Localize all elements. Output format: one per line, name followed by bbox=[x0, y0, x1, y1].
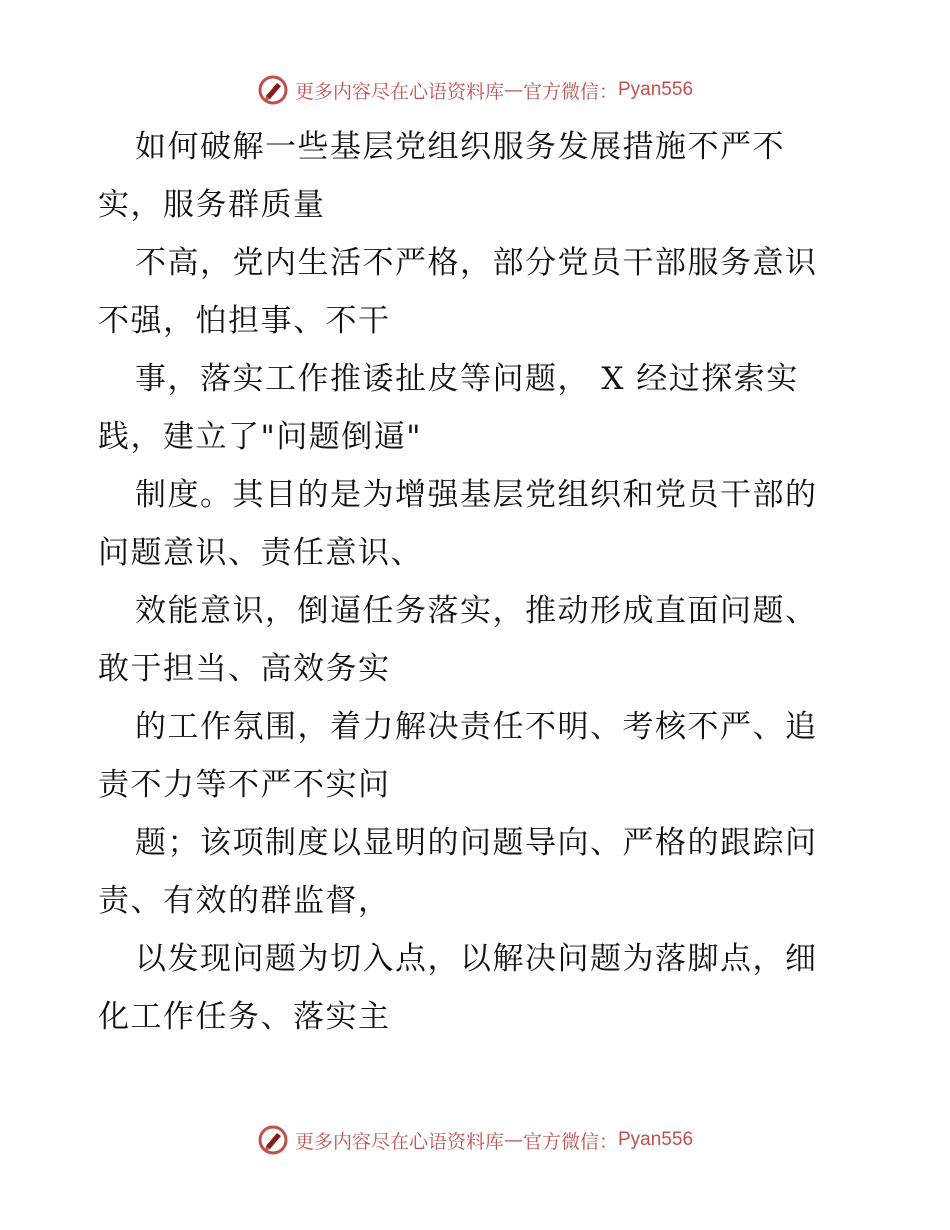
footer-wechat-label: 官方微信： bbox=[522, 1130, 618, 1153]
body-line: 实，服务群质量 bbox=[98, 187, 326, 223]
body-line: 问题意识、责任意识、 bbox=[98, 535, 423, 571]
body-line: 责、有效的群监督， bbox=[98, 883, 391, 919]
header-banner bbox=[0, 70, 950, 110]
document-body bbox=[98, 118, 858, 1046]
body-line: 不强，怕担事、不干 bbox=[98, 303, 391, 339]
body-line: 事，落实工作推诿扯皮等问题， X 经过探索实 bbox=[135, 361, 799, 397]
footer-site-text: 更多内容尽在心语资料库 bbox=[294, 1130, 504, 1153]
body-line: 的工作氛围，着力解决责任不明、考核不严、追 bbox=[135, 709, 818, 745]
body-line: 化工作任务、落实主 bbox=[98, 999, 391, 1035]
header-wechat-id: Pyan556 bbox=[618, 79, 694, 100]
footer-separator: — bbox=[503, 1129, 523, 1151]
body-line: 敢于担当、高效务实 bbox=[98, 651, 391, 687]
body-line: 题；该项制度以显明的问题导向、严格的跟踪问 bbox=[135, 825, 818, 861]
header-site-text: 更多内容尽在心语资料库 bbox=[294, 80, 504, 103]
footer-wechat-id: Pyan556 bbox=[618, 1129, 694, 1150]
pen-logo-icon bbox=[257, 74, 289, 106]
body-line: 制度。其目的是为增强基层党组织和党员干部的 bbox=[135, 477, 818, 513]
header-wechat-label: 官方微信： bbox=[522, 80, 618, 103]
body-line: 不高，党内生活不严格，部分党员干部服务意识 bbox=[135, 245, 818, 281]
pen-logo-icon bbox=[257, 1124, 289, 1156]
body-line: 践，建立了"问题倒逼" bbox=[98, 419, 423, 455]
body-line: 以发现问题为切入点，以解决问题为落脚点，细 bbox=[135, 941, 818, 977]
header-separator: — bbox=[503, 79, 523, 101]
body-line: 效能意识，倒逼任务落实，推动形成直面问题、 bbox=[135, 593, 818, 629]
footer-banner bbox=[0, 1120, 950, 1160]
body-line: 责不力等不严不实问 bbox=[98, 767, 391, 803]
body-line: 如何破解一些基层党组织服务发展措施不严不 bbox=[135, 129, 785, 165]
